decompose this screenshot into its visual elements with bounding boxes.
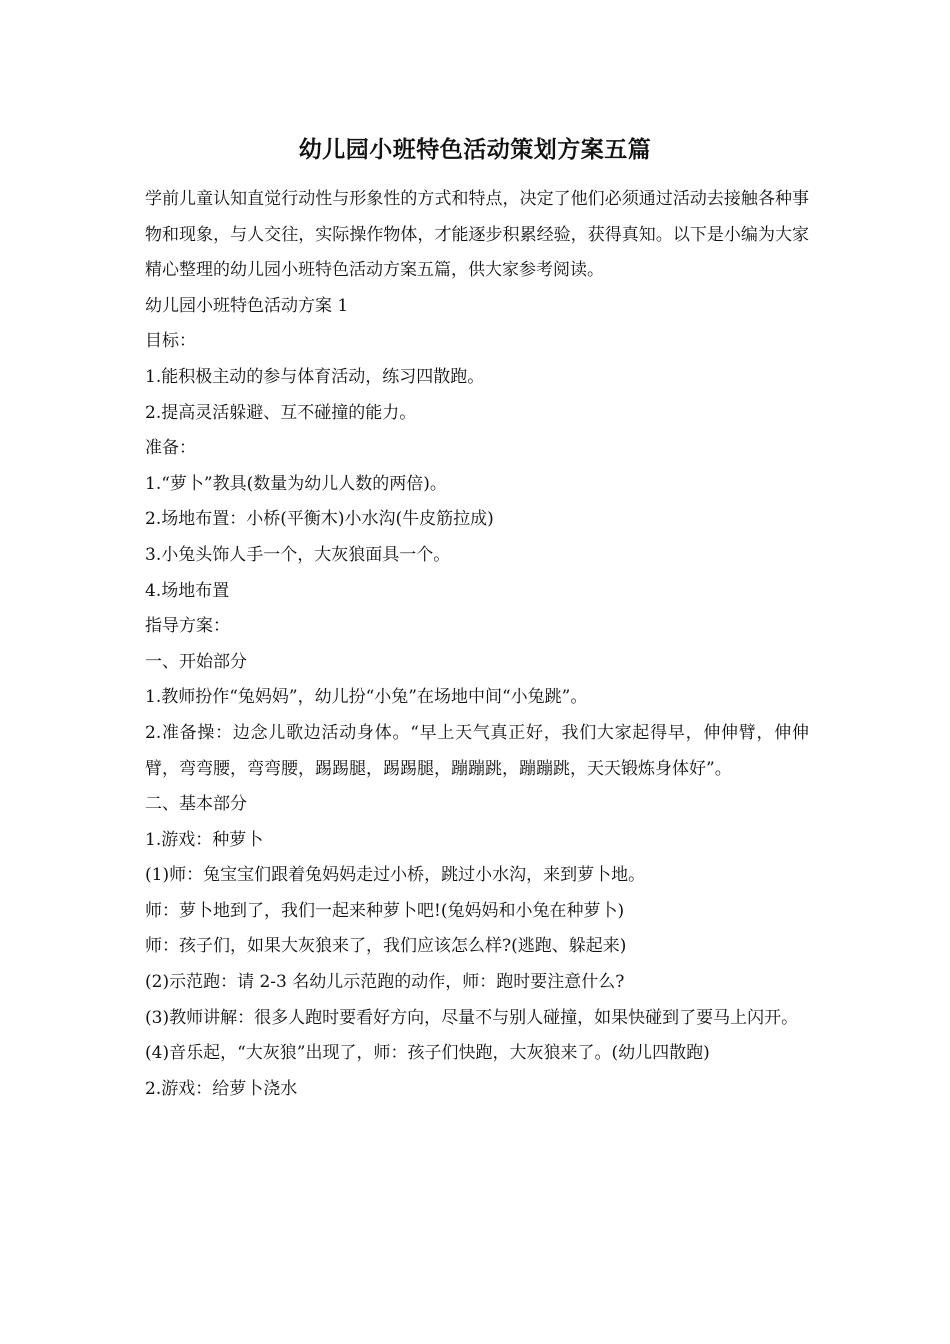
paragraph-game-1-step-2: (2)示范跑：请 2-3 名幼儿示范跑的动作，师：跑时要注意什么? [145, 972, 625, 993]
paragraph-part-1-heading: 一、开始部分 [145, 651, 247, 672]
paragraph-intro: 学前儿童认知直觉行动性与形象性的方式和特点，决定了他们必须通过活动去接触各种事物和现象，与人交往，实际操作物体，才能逐步积累经验，获得真知。以下是小编为大家精心整理的幼儿园小班特色活动方案五篇，供大家参考阅读。 [145, 189, 809, 281]
paragraph-goal-1: 1.能积极主动的参与体育活动，练习四散跑。 [145, 366, 485, 387]
section-heading-plan-1: 幼儿园小班特色活动方案 1 [145, 295, 349, 316]
paragraph-part-1-step-1: 1.教师扮作“兔妈妈”，幼儿扮“小兔”在场地中间“小兔跳”。 [145, 687, 588, 708]
document-title: 幼儿园小班特色活动策划方案五篇 [298, 136, 652, 163]
paragraph-prep-2: 2.场地布置：小桥(平衡木)小水沟(牛皮筋拉成) [145, 509, 494, 530]
paragraph-part-2-heading: 二、基本部分 [145, 794, 247, 815]
paragraph-goal-label: 目标： [145, 331, 196, 352]
paragraph-guide-label: 指导方案： [145, 616, 230, 637]
paragraph-prep-3: 3.小兔头饰人手一个，大灰狼面具一个。 [145, 544, 451, 565]
paragraph-prep-4: 4.场地布置 [145, 580, 230, 601]
paragraph-goal-2: 2.提高灵活躲避、互不碰撞的能力。 [145, 402, 417, 423]
paragraph-prep-1: 1.“萝卜”教具(数量为幼儿人数的两倍)。 [145, 473, 447, 494]
paragraph-game-1: 1.游戏：种萝卜 [145, 829, 264, 850]
paragraph-game-1-dialog-1: 师：萝卜地到了，我们一起来种萝卜吧!(兔妈妈和小兔在种萝卜) [145, 900, 625, 921]
document-body [145, 182, 809, 1107]
paragraph-prep-label: 准备： [145, 438, 196, 459]
paragraph-game-2: 2.游戏：给萝卜浇水 [145, 1078, 298, 1099]
paragraph-game-1-step-3: (3)教师讲解：很多人跑时要看好方向，尽量不与别人碰撞，如果快碰到了要马上闪开。 [145, 1007, 799, 1028]
paragraph-part-1-step-2: 2.准备操：边念儿歌边活动身体。“早上天气真正好，我们大家起得早，伸伸臂，伸伸臂，弯弯腰，弯弯腰，踢踢腿，踢踢腿，蹦蹦跳，蹦蹦跳，天天锻炼身体好”。 [145, 722, 809, 779]
paragraph-game-1-step-1: (1)师：兔宝宝们跟着兔妈妈走过小桥，跳过小水沟，来到萝卜地。 [145, 865, 646, 886]
paragraph-game-1-step-4: (4)音乐起，“大灰狼”出现了，师：孩子们快跑，大灰狼来了。(幼儿四散跑) [145, 1043, 710, 1064]
paragraph-game-1-dialog-2: 师：孩子们，如果大灰狼来了，我们应该怎么样?(逃跑、躲起来) [145, 936, 627, 957]
